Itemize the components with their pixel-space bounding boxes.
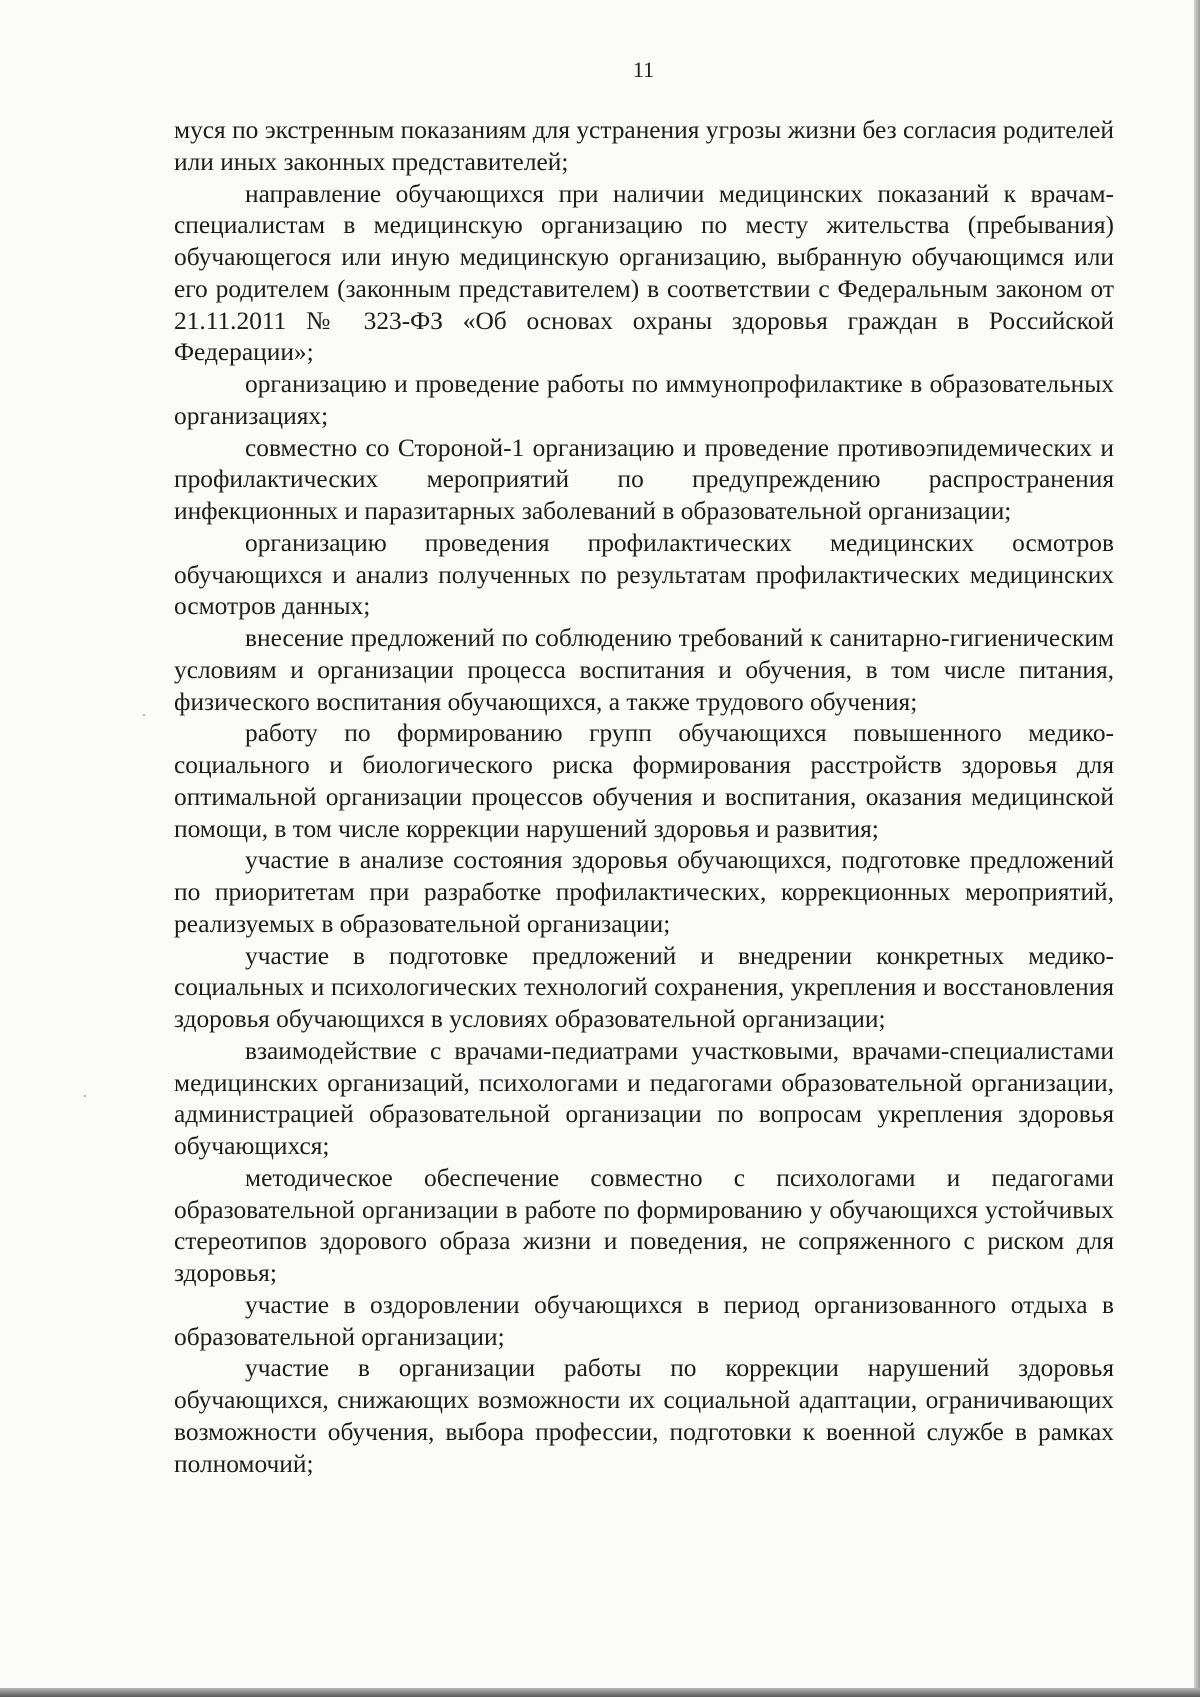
page-number: 11: [632, 57, 655, 82]
paragraph: муся по экстренным показаниям для устранения угрозы жизни без согласия родителей или иных законных представителей;: [174, 116, 1114, 176]
scan-speck: [84, 1095, 86, 1097]
page-edge-right: [1194, 0, 1200, 1697]
paragraph: участие в оздоровлении обучающихся в период организованного отдыха в образовательной организации;: [174, 1290, 1114, 1351]
paragraph: взаимодействие с врачами-педиатрами участковыми, врачами-специалистами медицинских организаций, психологами и педагогами образовательной организации, администрацией образовательной организации по вопросам укрепления здоровья обучающихся;: [174, 1036, 1114, 1160]
paragraph: организацию проведения профилактических медицинских осмотров обучающихся и анализ полученных по результатам профилактических медицинских осмотров данных;: [174, 528, 1114, 621]
paragraph: участие в анализе состояния здоровья обучающихся, подготовке предложений по приоритетам при разработке профилактических, коррекционных мероприятий, реализуемых в образовательной организации;: [174, 846, 1114, 938]
page-edge-bottom: [0, 1688, 1200, 1697]
scan-speck: [143, 714, 145, 716]
paragraph: совместно со Стороной-1 организацию и проведение противоэпидемических и профилактических мероприятий по предупреждению распространения инфекционных и паразитарных заболеваний в образовательной организации;: [174, 433, 1114, 525]
paragraph: работу по формированию групп обучающихся повышенного медико-социального и биологического риска формирования расстройств здоровья для оптимальной организации процессов обучения и воспитания, оказания медицинской помощи, в том числе коррекции нарушений здоровья и развития;: [174, 719, 1114, 843]
paragraph: внесение предложений по соблюдению требований к санитарно-гигиеническим условиям и организации процесса воспитания и обучения, в том числе питания, физического воспитания обучающихся, а также трудового обучения;: [174, 624, 1114, 716]
paragraph: методическое обеспечение совместно с психологами и педагогами образовательной организации в работе по формированию у обучающихся устойчивых стереотипов здорового образа жизни и поведения, не сопряженного с риском для здоровья;: [174, 1163, 1114, 1287]
body-text: [174, 115, 1114, 1480]
paragraph: участие в подготовке предложений и внедрении конкретных медико-социальных и психологических технологий сохранения, укрепления и восстановления здоровья обучающихся в условиях образовательной организации;: [174, 941, 1114, 1033]
paragraph: участие в организации работы по коррекции нарушений здоровья обучающихся, снижающих возможности их социальной адаптации, ограничивающих возможности обучения, выбора профессии, подготовки к военной службе в рамках полномочий;: [174, 1354, 1114, 1478]
paragraph: направление обучающихся при наличии медицинских показаний к врачам-специалистам в медицинскую организацию по месту жительства (пребывания) обучающегося или иную медицинскую организацию, выбранную обучающимся или его родителем (законным представителем) в соответствии с Федеральным законом от 21.11.2011 № 323-ФЗ «Об основах охраны здоровья граждан в Российской Федерации»;: [174, 179, 1114, 367]
paragraph: организацию и проведение работы по иммунопрофилактике в образовательных организациях;: [174, 370, 1114, 430]
